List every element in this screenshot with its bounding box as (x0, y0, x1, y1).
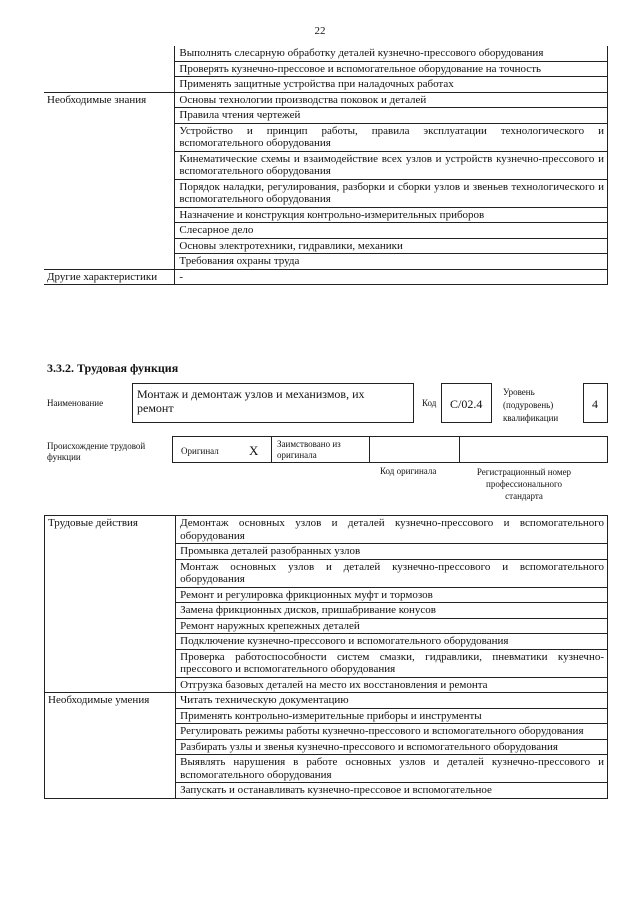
row-item: Применять защитные устройства при наладочных работах (175, 77, 608, 93)
section-title: 3.3.2. Трудовая функция (47, 361, 179, 375)
row-item: Читать техническую документацию (176, 693, 608, 709)
borrowed-label: Заимствовано из оригинала (277, 439, 341, 460)
row-item: Ремонт и регулировка фрикционных муфт и тормозов (176, 587, 608, 603)
code-value-box (441, 383, 492, 423)
row-item: Замена фрикционных дисков, пришабривание конусов (176, 603, 608, 619)
row-item: Монтаж основных узлов и деталей кузнечно-прессового и вспомогательного оборудования (176, 559, 608, 587)
row-item: Основы электротехники, гидравлики, механики (175, 238, 608, 254)
row-item: Порядок наладки, регулирования, разборки и сборки узлов и звеньев технологического и вспомогательного оборудования (175, 179, 608, 207)
origin-label: Происхождение трудовой функции (47, 441, 146, 462)
row-item: Слесарное дело (175, 223, 608, 239)
row-item: Основы технологии производства поковок и деталей (175, 92, 608, 108)
table-row (44, 92, 608, 108)
row-item: Регулировать режимы работы кузнечно-прессового и вспомогательного оборудования (176, 724, 608, 740)
table-row (44, 269, 608, 285)
code-label: Код (422, 398, 437, 408)
row-item: Подключение кузнечно-прессового и вспомогательного оборудования (176, 634, 608, 650)
name-value: Монтаж и демонтаж узлов и механизмов, их ремонт (137, 387, 365, 415)
row-item: Выявлять нарушения в работе основных узлов и деталей кузнечно-прессового и вспомогательного оборудования (176, 755, 608, 783)
row-item: Проверять кузнечно-прессовое и вспомогательное оборудование на точность (175, 61, 608, 77)
row-item: Требования охраны труда (175, 254, 608, 270)
row-item: Ремонт наружных крепежных деталей (176, 618, 608, 634)
table-row (44, 46, 608, 61)
code-original-label: Код оригинала (380, 466, 437, 476)
origin-row (172, 436, 608, 463)
row-item: Промывка деталей разобранных узлов (176, 544, 608, 560)
table-row (45, 516, 608, 544)
labor-actions-table (44, 515, 608, 799)
name-value-box (132, 383, 414, 423)
row-item: Проверка работоспособности систем смазки, гидравлики, пневматики кузнечно-прессового и вспомогательного оборудования (176, 649, 608, 677)
row-category: Другие характеристики (44, 269, 175, 285)
row-item: Применять контрольно-измерительные приборы и инструменты (176, 708, 608, 724)
row-item: Кинематические схемы и взаимодействие всех узлов и устройств кузнечно-прессового и вспомогательного оборудования (175, 151, 608, 179)
name-label: Наименование (47, 398, 104, 408)
code-value: C/02.4 (450, 397, 483, 411)
original-label: Оригинал (181, 446, 219, 456)
row-item: Демонтаж основных узлов и деталей кузнечно-прессового и вспомогательного оборудования (176, 516, 608, 544)
page-number: 22 (314, 25, 326, 37)
row-item: Отгрузка базовых деталей на место их восстановления и ремонта (176, 677, 608, 693)
level-label: Уровень (подуровень) квалификации (503, 387, 559, 423)
row-item: Запускать и останавливать кузнечно-прессовое и вспомогательное (176, 783, 608, 799)
table-row (45, 693, 608, 709)
level-value: 4 (592, 397, 598, 411)
skills-knowledge-table (44, 46, 608, 285)
row-category (44, 46, 175, 92)
row-category: Необходимые знания (44, 92, 175, 269)
row-item: Разбирать узлы и звенья кузнечно-прессового и вспомогательного оборудования (176, 739, 608, 755)
row-item: - (175, 269, 608, 285)
reg-number-label: Регистрационный номер профессионального стандарта (476, 467, 572, 501)
row-item: Назначение и конструкция контрольно-измерительных приборов (175, 207, 608, 223)
original-mark: X (249, 443, 259, 458)
row-category: Трудовые действия (45, 516, 176, 693)
row-item: Выполнять слесарную обработку деталей кузнечно-прессового оборудования (175, 46, 608, 61)
row-item: Устройство и принцип работы, правила эксплуатации технологического и вспомогательного оборудования (175, 123, 608, 151)
level-value-box (583, 383, 608, 423)
row-item: Правила чтения чертежей (175, 108, 608, 124)
row-category: Необходимые умения (45, 693, 176, 799)
